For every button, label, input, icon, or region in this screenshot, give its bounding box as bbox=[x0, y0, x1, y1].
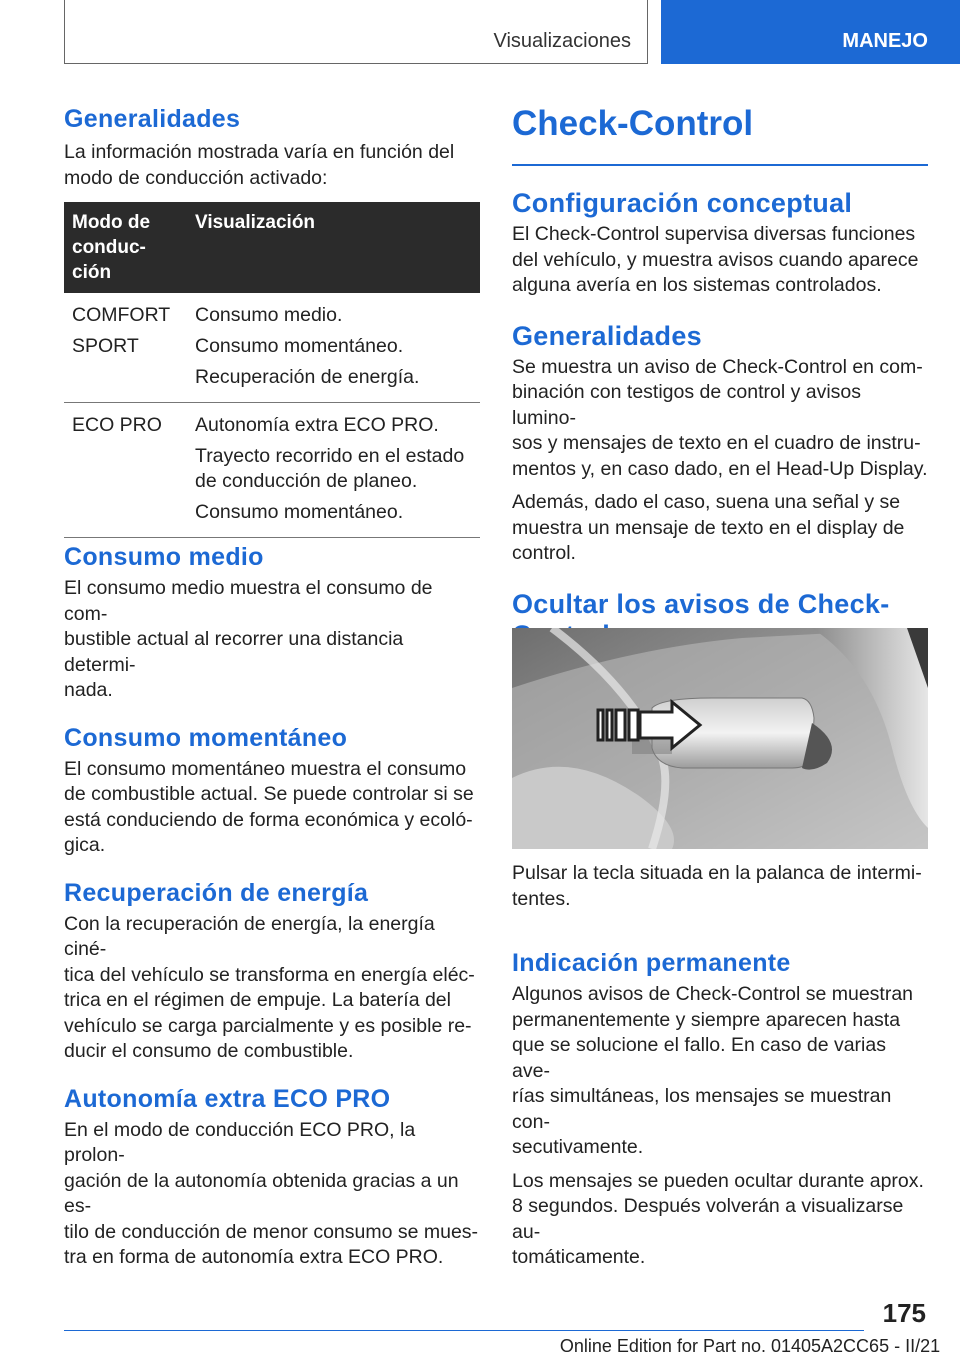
consumo-medio-text: El consumo medio muestra el consumo de com- bustible actual al recorrer una distancia determi- nada. bbox=[64, 577, 433, 701]
recuperacion-text: Con la recuperación de energía, la energía ciné- tica del vehículo se transforma en energía eléc- trica en el régimen de empuje. La batería del vehículo se carga parcialmente y es posible re- ducir el consumo de combustible. bbox=[64, 912, 475, 1062]
consumo-momentaneo-heading: Consumo momentáneo bbox=[64, 723, 348, 752]
consumo-momentaneo-text: El consumo momentáneo muestra el consumo de combustible actual. Se puede controlar si se está conduciendo de forma económica y ecoló- gica. bbox=[64, 757, 474, 856]
check-control-title: Check-Control bbox=[512, 104, 754, 143]
indicacion-text-1: Algunos avisos de Check-Control se muestran permanentemente y siempre aparecen hasta que se solucione el fallo. En caso de varias ave- rías simultáneas, los mensajes se muestran con- secutivamente. bbox=[512, 983, 914, 1158]
title-underline bbox=[512, 164, 928, 166]
configuracion-text: El Check-Control supervisa diversas funciones del vehículo, y muestra avisos cuando aparece alguna avería en los sistemas controlados. bbox=[512, 223, 919, 296]
table-cell-mode: COMFORT SPORT bbox=[64, 293, 187, 403]
table-header-display: Visualización bbox=[187, 202, 480, 293]
footer-divider bbox=[64, 1330, 864, 1331]
table-row bbox=[64, 293, 480, 403]
table-cell-mode: ECO PRO bbox=[64, 403, 187, 538]
table-header-row bbox=[64, 202, 480, 293]
header-chapter-label: MANEJO bbox=[842, 30, 928, 52]
right-column-lower bbox=[512, 861, 928, 1271]
lever-illustration bbox=[512, 628, 928, 849]
lever-photo bbox=[512, 628, 928, 849]
generalidades-text: La información mostrada varía en función del modo de conducción activado: bbox=[64, 141, 455, 189]
button-symbol-icon bbox=[598, 710, 638, 740]
header-chapter-tab bbox=[661, 0, 960, 64]
header-section-box bbox=[64, 0, 648, 64]
ocultar-heading: Ocultar los avisos de Check- bbox=[512, 588, 890, 619]
table-row bbox=[64, 403, 480, 538]
generalidades-cc-heading: Generalidades bbox=[512, 320, 702, 351]
generalidades-cc-text-1: Se muestra un aviso de Check-Control en com- binación con testigos de control y avisos lumino- sos y mensajes de texto en el cuadro de instru- mentos y, en caso dado, en el Head-Up Display. bbox=[512, 355, 928, 480]
generalidades-cc-text-2: Además, dado el caso, suena una señal y se muestra un mensaje de texto en el display de control. bbox=[512, 491, 905, 564]
recuperacion-heading: Recuperación de energía bbox=[64, 878, 369, 907]
autonomia-text: En el modo de conducción ECO PRO, la prolon- gación de la autonomía obtenida gracias a un es- tilo de conducción de menor consumo se mues- tra en forma de autonomía extra ECO PRO. bbox=[64, 1118, 479, 1268]
table-header-mode: Modo de conduc- ción bbox=[64, 202, 187, 293]
driving-mode-table bbox=[64, 202, 480, 538]
footer-edition: Online Edition for Part no. 01405A2CC65 - II/21 bbox=[559, 1336, 941, 1356]
table-cell-display: Consumo medio. Consumo momentáneo. Recuperación de energía. bbox=[187, 293, 480, 403]
ocultar-caption: Pulsar la tecla situada en la palanca de intermi- tentes. bbox=[512, 862, 922, 910]
indicacion-heading: Indicación permanente bbox=[512, 949, 791, 977]
left-column bbox=[64, 104, 480, 538]
header-section-title: Visualizaciones bbox=[493, 30, 631, 52]
table-cell-display: Autonomía extra ECO PRO. Trayecto recorrido en el estado de conducción de planeo. Consumo momentáneo. bbox=[187, 403, 480, 538]
configuracion-heading: Configuración conceptual bbox=[512, 188, 853, 218]
right-column bbox=[512, 104, 928, 651]
page-number: 175 bbox=[882, 1298, 926, 1328]
generalidades-heading: Generalidades bbox=[64, 105, 241, 133]
left-column-lower bbox=[64, 542, 480, 1271]
autonomia-heading: Autonomía extra ECO PRO bbox=[64, 1084, 391, 1113]
consumo-medio-heading: Consumo medio bbox=[64, 543, 264, 571]
indicacion-text-2: Los mensajes se pueden ocultar durante aprox. 8 segundos. Después volverán a visualizarse au- tomáticamente. bbox=[512, 1169, 924, 1268]
